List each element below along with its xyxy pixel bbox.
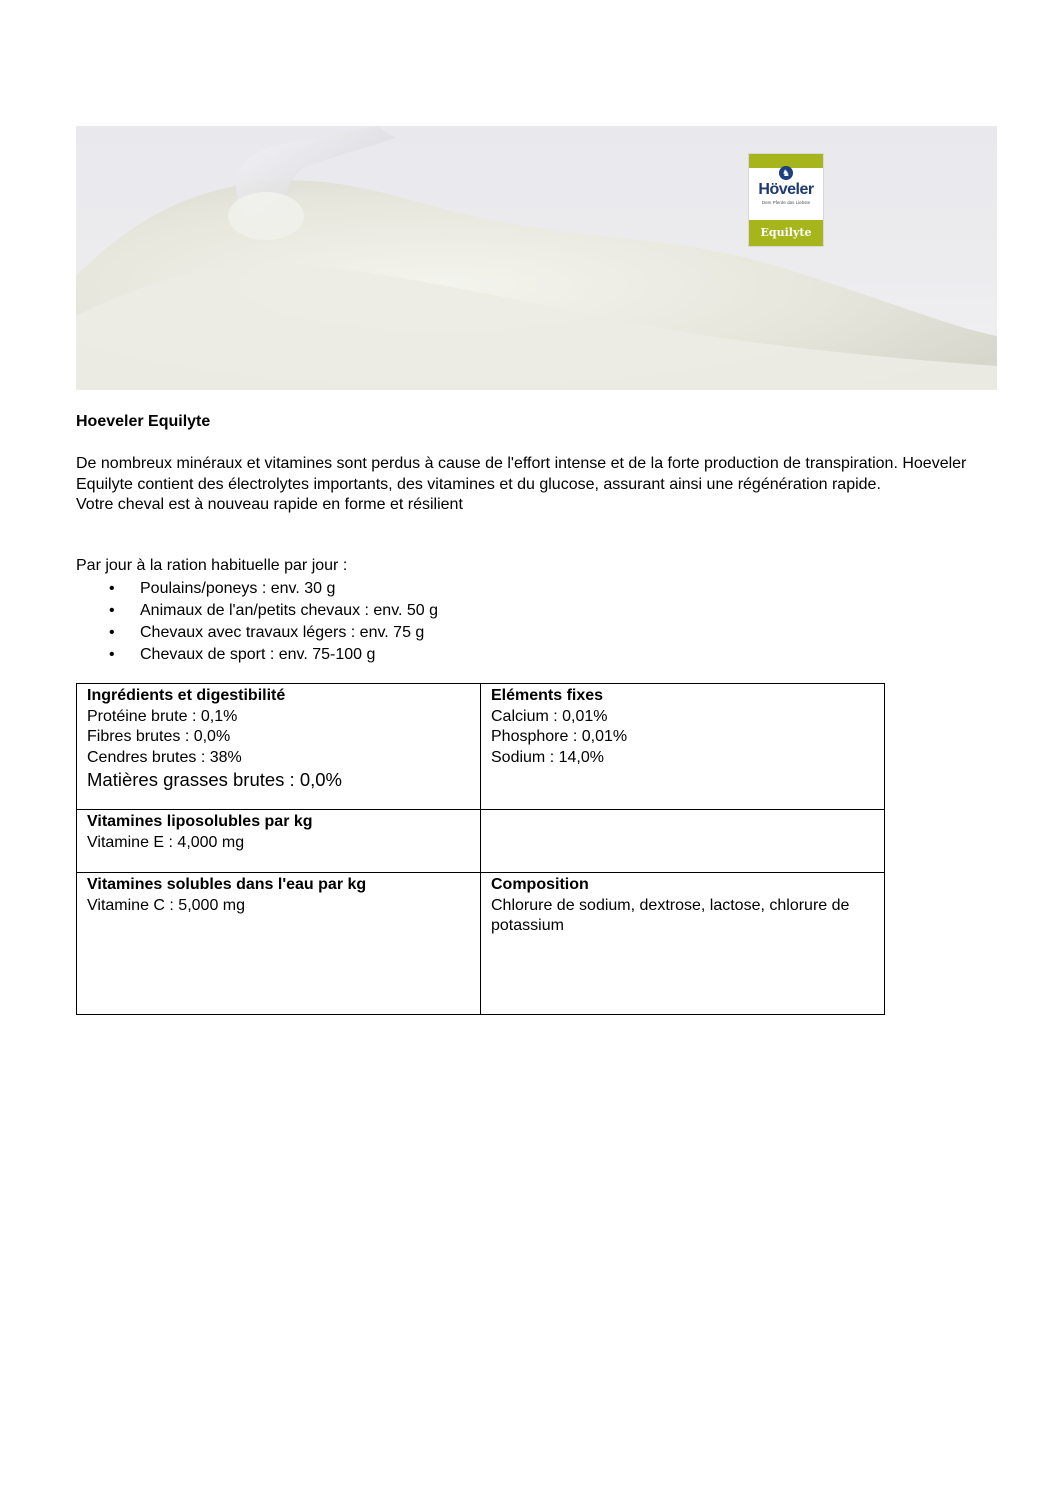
fat-soluble-vitamins-heading: Vitamines liposolubles par kg: [87, 813, 313, 830]
list-item: [76, 644, 438, 666]
water-soluble-vitamins-heading: Vitamines solubles dans l'eau par kg: [87, 876, 367, 893]
vitamin-line: Vitamine E : 4,000 mg: [87, 833, 245, 851]
ingredient-line: Protéine brute : 0,1%: [87, 707, 238, 725]
horse-icon: ♞: [779, 166, 793, 180]
description-paragraph: De nombreux minéraux et vitamines sont perdus à cause de l'effort intense et de la forte production de transpiration. Hoeveler Equilyte contient des électrolytes importants, des vitamines et du glucose, assurant ainsi une régénération rapide.: [76, 455, 967, 493]
dosage-list: [76, 578, 438, 666]
logo-brand: Höveler: [758, 181, 814, 198]
product-title: Hoeveler Equilyte: [76, 413, 211, 430]
nutrition-table: [76, 683, 885, 1015]
table-row: [77, 873, 885, 1015]
fixed-element-line: Phosphore : 0,01%: [491, 728, 628, 745]
fixed-elements-heading: Eléments fixes: [491, 687, 604, 704]
fixed-element-line: Sodium : 14,0%: [491, 748, 604, 766]
ingredient-line: Fibres brutes : 0,0%: [87, 728, 231, 745]
logo-product-name: Equilyte: [749, 220, 823, 246]
product-hero-image: [76, 126, 997, 390]
fat-soluble-vitamins-cell: [77, 810, 481, 873]
hoeveler-logo: [748, 153, 824, 247]
product-description: [76, 454, 1016, 516]
table-row: [77, 810, 885, 873]
list-item: [76, 600, 438, 622]
list-item: [76, 622, 438, 644]
fixed-elements-cell: [481, 684, 885, 810]
table-row: [77, 684, 885, 810]
water-soluble-vitamins-cell: [77, 873, 481, 1015]
vitamin-line: Vitamine C : 5,000 mg: [87, 896, 246, 914]
dosage-item: Poulains/poneys : env. 30 g: [140, 580, 336, 597]
bullet-icon: •: [109, 624, 115, 641]
dosage-item: Chevaux avec travaux légers : env. 75 g: [140, 624, 425, 641]
composition-text: Chlorure de sodium, dextrose, lactose, chlorure de potassium: [491, 896, 850, 934]
ingredient-line: Cendres brutes : 38%: [87, 748, 242, 766]
dosage-item: Animaux de l'an/petits chevaux : env. 50 g: [140, 602, 439, 619]
list-item: [76, 578, 438, 600]
logo-tagline: Dem Pferde das Liebste: [761, 200, 811, 205]
dosage-item: Chevaux de sport : env. 75-100 g: [140, 646, 376, 663]
empty-cell: [481, 810, 885, 873]
ingredients-heading: Ingrédients et digestibilité: [87, 687, 286, 704]
bullet-icon: •: [109, 646, 115, 663]
powder-illustration: [76, 126, 997, 390]
ingredients-cell: [77, 684, 481, 810]
fixed-element-line: Calcium : 0,01%: [491, 707, 608, 725]
composition-heading: Composition: [491, 876, 589, 893]
ingredient-line: Matières grasses brutes : 0,0%: [87, 769, 342, 790]
bullet-icon: •: [109, 602, 115, 619]
composition-cell: [481, 873, 885, 1015]
description-paragraph: Votre cheval est à nouveau rapide en forme et résilient: [76, 496, 463, 513]
dosage-intro: Par jour à la ration habituelle par jour :: [76, 557, 348, 574]
bullet-icon: •: [109, 580, 115, 597]
